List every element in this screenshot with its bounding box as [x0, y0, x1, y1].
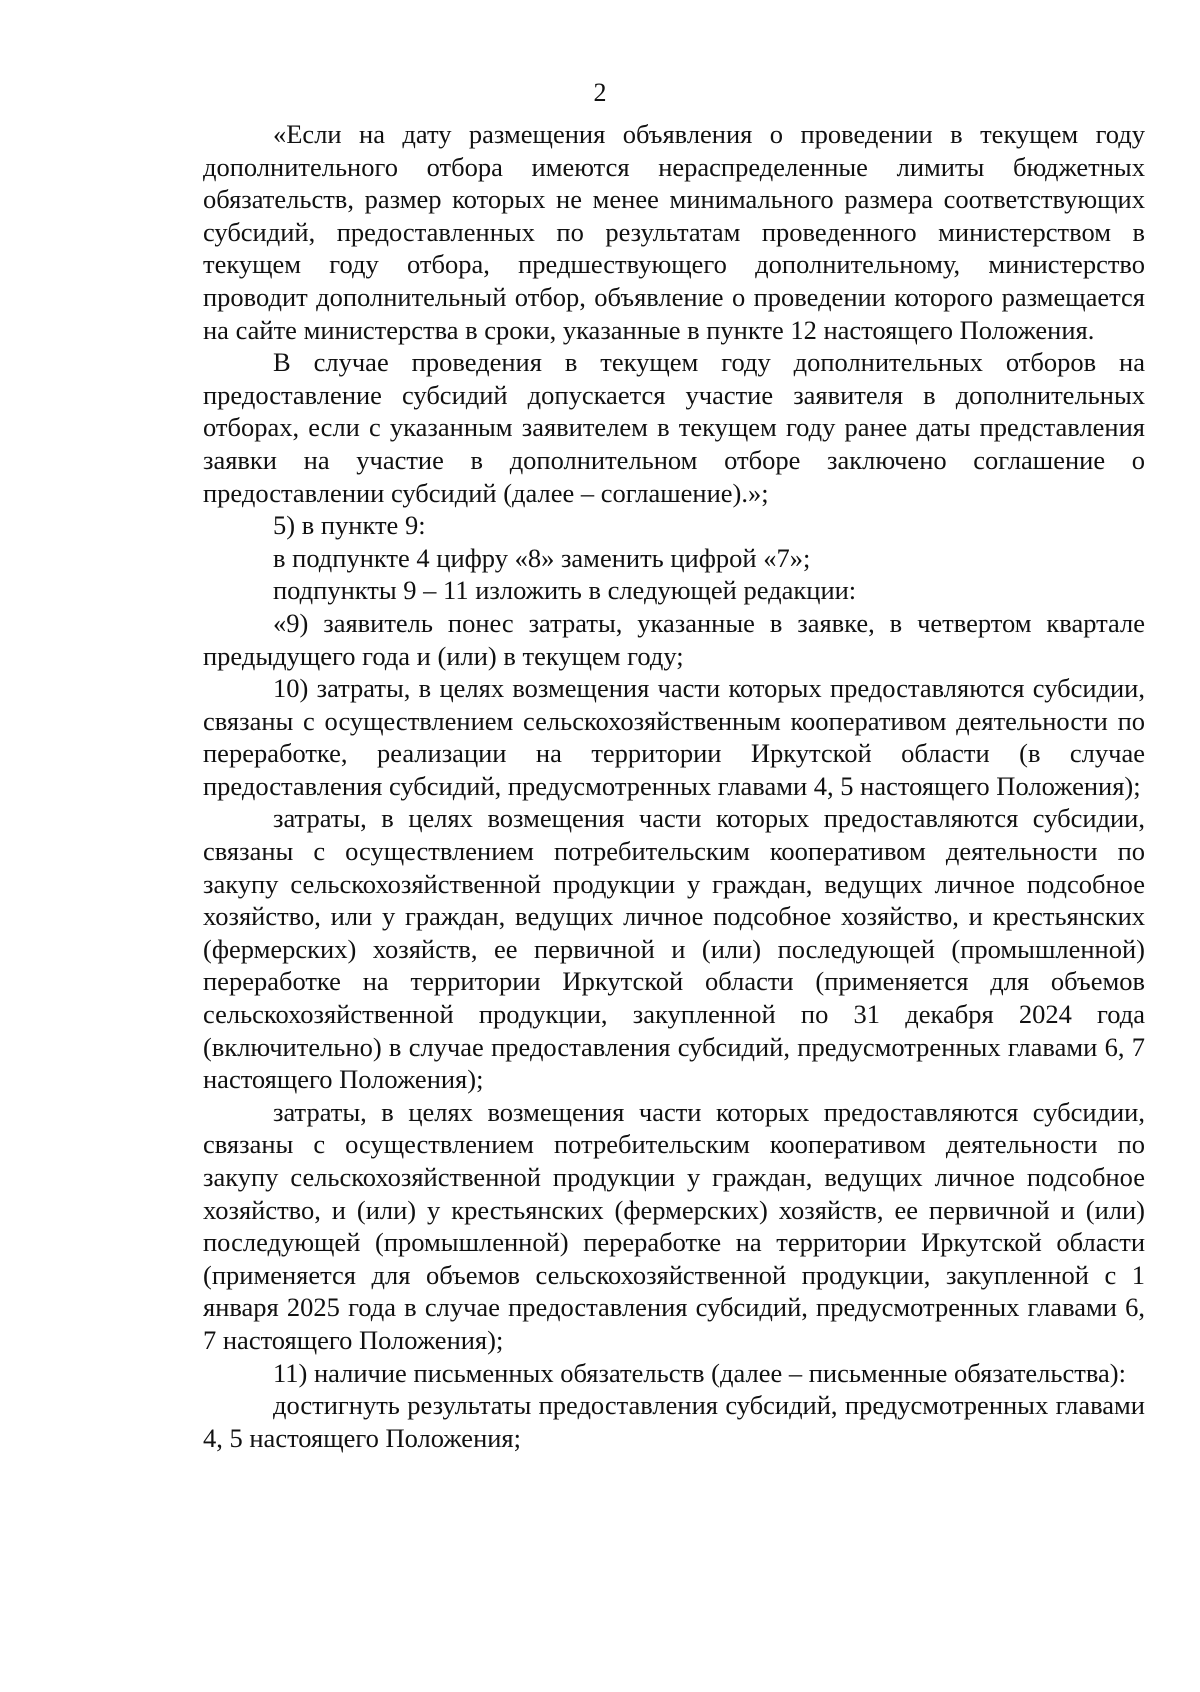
paragraph-subitem-4-change: в подпункте 4 цифру «8» заменить цифрой «7»;: [273, 542, 811, 573]
paragraph-additional-selection: «Если на дату размещения объявления о проведении в текущем году дополнительного отбора имеются нераспределенные лимиты бюджетных обязательств, размер которых не менее минимального размера соответствующих субсидий, предоставленных по результатам проведенного министерством в текущем году отбора, предшествующего дополнительному, министерство проводит дополнительный отбор, объявление о проведении которого размещается на сайте министерства в сроки, указанные в пункте 12 настоящего Положения.: [203, 119, 1145, 345]
paragraph-subitems-9-11-intro: подпункты 9 – 11 изложить в следующей редакции:: [273, 575, 857, 606]
document-body: [203, 118, 1145, 1454]
page-number: 2: [593, 78, 607, 107]
paragraph-subitem-9: «9) заявитель понес затраты, указанные в заявке, в четвертом квартале предыдущего года и (или) в текущем году;: [203, 607, 1145, 671]
paragraph-achieve-results: достигнуть результаты предоставления субсидий, предусмотренных главами 4, 5 настоящего Положения;: [203, 1390, 1145, 1453]
paragraph-costs-until-2024: затраты, в целях возмещения части которых предоставляются субсидии, связаны с осуществлением потребительским кооперативом деятельности по закупу сельскохозяйственной продукции у граждан, ведущих личное подсобное хозяйство, или у граждан, ведущих личное подсобное хозяйство, и крестьянских (фермерских) хозяйств, ее первичной и (или) последующей (промышленной) переработке на территории Иркутской области (применяется для объемов сельскохозяйственной продукции, закупленной по 31 декабря 2024 года (включительно) в случае предоставления субсидий, предусмотренных главами 6, 7 настоящего Положения);: [203, 803, 1145, 1095]
paragraph-subitem-11: 11) наличие письменных обязательств (далее – письменные обязательства):: [273, 1357, 1126, 1388]
paragraph-participation-conditions: В случае проведения в текущем году дополнительных отборов на предоставление субсидий допускается участие заявителя в дополнительных отборах, если с указанным заявителем в текущем году ранее даты представления заявки на участие в дополнительном отборе заключено соглашение о предоставлении субсидий (далее – соглашение).»;: [203, 347, 1145, 508]
paragraph-costs-from-2025: затраты, в целях возмещения части которых предоставляются субсидии, связаны с осуществлением потребительским кооперативом деятельности по закупу сельскохозяйственной продукции у граждан, ведущих личное подсобное хозяйство, и (или) у крестьянских (фермерских) хозяйств, ее первичной и (или) последующей (промышленной) переработке на территории Иркутской области (применяется для объемов сельскохозяйственной продукции, закупленной с 1 января 2025 года в случае предоставления субсидий, предусмотренных главами 6, 7 настоящего Положения);: [203, 1096, 1145, 1355]
paragraph-item-5: 5) в пункте 9:: [273, 510, 426, 541]
paragraph-subitem-10: 10) затраты, в целях возмещения части которых предоставляются субсидии, связаны с осуществлением сельскохозяйственным кооперативом деятельности по переработке, реализации на территории Иркутской области (в случае предоставления субсидий, предусмотренных главами 4, 5 настоящего Положения);: [203, 673, 1145, 801]
